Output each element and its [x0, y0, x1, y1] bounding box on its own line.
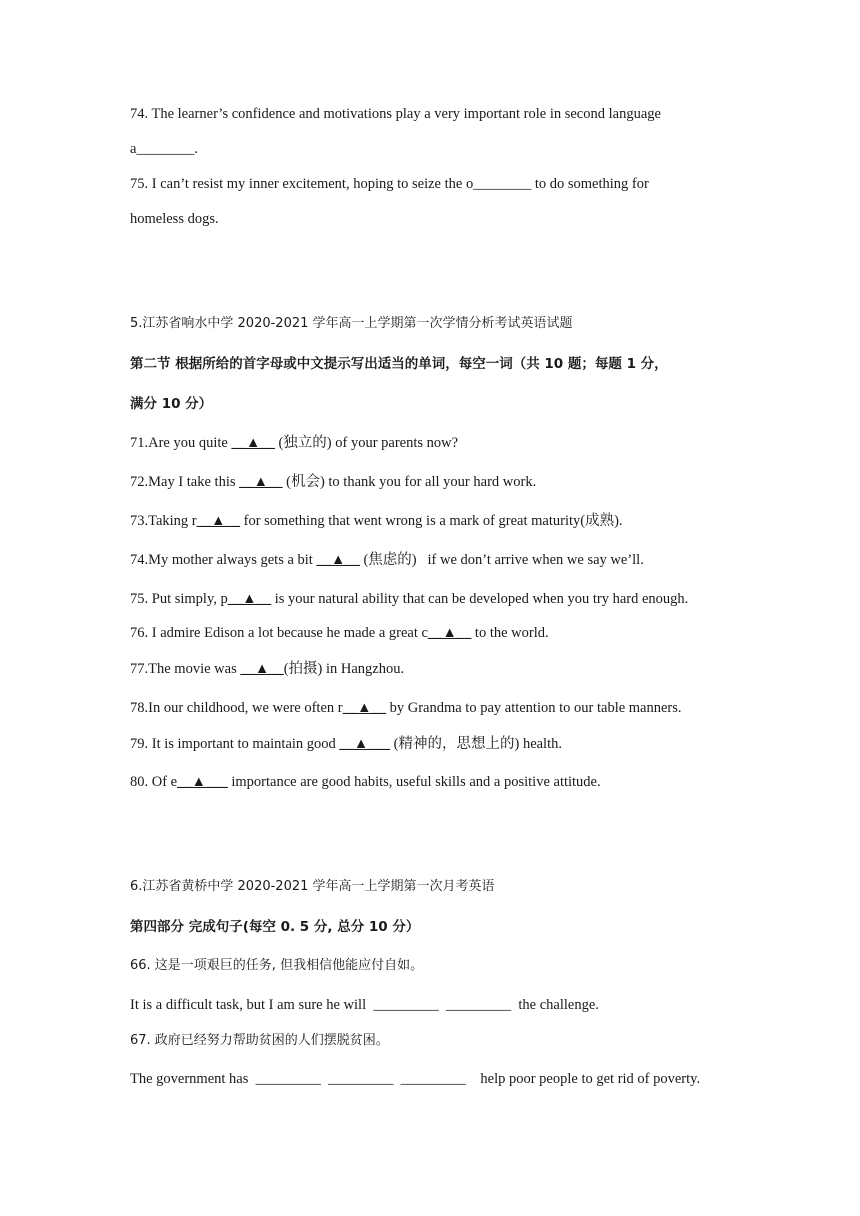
question-71	[130, 434, 458, 452]
question-72	[130, 473, 536, 491]
section-5-instruction-line-2: 满分 10 分）	[130, 396, 213, 412]
answer-blank[interactable]: __▲___	[339, 736, 391, 752]
section-5-source: 5.江苏省响水中学 2020-2021 学年高一上学期第一次学情分析考试英语试题	[130, 316, 573, 331]
question-74	[130, 551, 644, 569]
question-75	[130, 590, 688, 608]
question-text: 80. Of e	[130, 774, 178, 790]
question-text: 75. Put simply, p	[130, 591, 228, 607]
question-text: (机会) to thank you for all your hard work.	[282, 474, 537, 490]
question-text: by Grandma to pay attention to our table manners.	[385, 700, 682, 716]
answer-blank[interactable]: __▲__	[231, 435, 275, 451]
question-text: (独立的) of your parents now?	[274, 435, 459, 451]
question-67-english: The government has _________ _________ _________ help poor people to get rid of poverty.	[130, 1071, 701, 1087]
question-text: 77.The movie was	[130, 661, 241, 677]
answer-blank[interactable]: __▲__	[239, 474, 283, 490]
question-76	[130, 624, 549, 642]
section-5-instruction-line-1: 第二节 根据所给的首字母或中文提示写出适当的单词，每空一词（共 10 题；每题 1 分，	[130, 356, 668, 372]
question-text: importance are good habits, useful skills and a positive attitude.	[227, 774, 601, 790]
question-text: (焦虑的) if we don’t arrive when we say we’ll.	[359, 552, 644, 568]
question-text: 73.Taking r	[130, 513, 197, 529]
question-text: (精神的，思想上的) health.	[390, 736, 562, 752]
question-text: 71.Are you quite	[130, 435, 232, 451]
question-text: (拍摄) in Hangzhou.	[283, 661, 405, 677]
question-74-line-2: a________.	[130, 141, 199, 157]
question-73	[130, 512, 623, 530]
question-text: 72.May I take this	[130, 474, 240, 490]
answer-blank[interactable]: __▲__	[427, 625, 472, 641]
question-text: 78.In our childhood, we were often r	[130, 700, 343, 716]
question-66-chinese: 66. 这是一项艰巨的任务, 但我相信他能应付自如。	[130, 958, 424, 973]
answer-blank[interactable]: __▲__	[342, 700, 386, 716]
question-66-english: It is a difficult task, but I am sure he will _________ _________ the challenge.	[130, 997, 599, 1013]
question-67-chinese: 67. 政府已经努力帮助贫困的人们摆脱贫困。	[130, 1033, 389, 1048]
question-75-line-2: homeless dogs.	[130, 211, 219, 227]
answer-blank[interactable]: __▲__	[227, 591, 272, 607]
question-78	[130, 699, 682, 717]
question-text: to the world.	[471, 625, 549, 641]
question-75-line-1: 75. I can’t resist my inner excitement, hoping to seize the o________ to do something for	[130, 176, 649, 192]
question-77	[130, 660, 404, 678]
answer-blank[interactable]: __▲__	[316, 552, 360, 568]
section-6-source: 6.江苏省黄桥中学 2020-2021 学年高一上学期第一次月考英语	[130, 879, 495, 894]
question-text: 79. It is important to maintain good	[130, 736, 340, 752]
question-79	[130, 735, 562, 753]
answer-blank[interactable]: __▲__	[240, 661, 284, 677]
question-80	[130, 773, 601, 791]
question-text: for something that went wrong is a mark of great maturity(成熟).	[240, 513, 623, 529]
question-74-line-1: 74. The learner’s confidence and motivations play a very important role in second language	[130, 106, 661, 122]
answer-blank[interactable]: __▲___	[177, 774, 228, 790]
question-text: 76. I admire Edison a lot because he made a great c	[130, 625, 428, 641]
question-text: is your natural ability that can be developed when you try hard enough.	[271, 591, 689, 607]
question-text: 74.My mother always gets a bit	[130, 552, 317, 568]
section-6-instruction: 第四部分 完成句子(每空 0. 5 分, 总分 10 分）	[130, 919, 420, 935]
answer-blank[interactable]: __▲__	[196, 513, 240, 529]
